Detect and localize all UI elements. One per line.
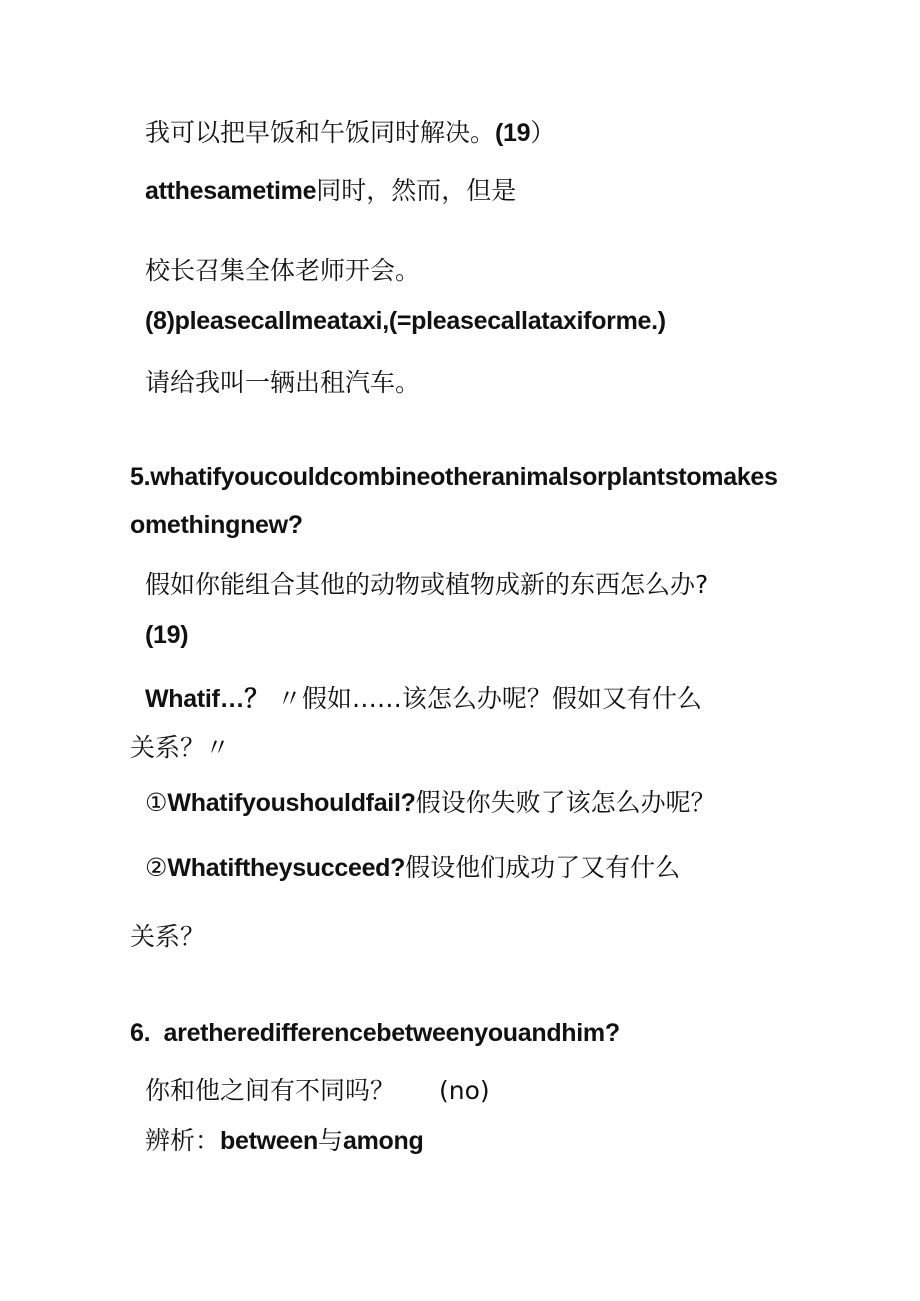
chinese-meaning: 假设你失败了该怎么办呢？ xyxy=(415,788,716,817)
what-if-explanation-cont: 关系？〃 xyxy=(130,733,231,762)
circled-number: ① xyxy=(145,788,168,817)
example-1 xyxy=(145,786,716,820)
item-6-heading: 6. aretheredifferencebetweenyouandhim? xyxy=(130,1019,620,1047)
english-sentence: Whatiftheysucceed? xyxy=(167,854,406,882)
page-ref: (19 xyxy=(495,119,531,147)
example-2 xyxy=(145,851,680,885)
word-among: among xyxy=(342,1127,424,1155)
page-ref-19: (19) xyxy=(145,621,189,649)
item-5-translation: 假如你能组合其他的动物或植物成新的东西怎么办? xyxy=(145,570,709,599)
chinese-meaning: 〃假如……该怎么办呢？假如又有什么 xyxy=(268,684,702,713)
english-phrase: Whatif…？ xyxy=(145,685,269,713)
item-5-heading-cont: omethingnew? xyxy=(130,511,303,539)
example-2-cont: 关系？ xyxy=(130,922,206,951)
chinese-text: 我可以把早饭和午饭同时解决。 xyxy=(145,118,496,147)
english-sentence: Whatifyoushouldfail? xyxy=(167,789,416,817)
sentence-principal: 校长召集全体老师开会。 xyxy=(145,256,421,285)
analysis-between-among xyxy=(145,1124,423,1158)
english-phrase: atthesametime xyxy=(145,177,317,205)
word-between: between xyxy=(220,1127,318,1155)
what-if-explanation xyxy=(145,682,702,716)
phrase-at-the-same-time xyxy=(145,174,516,208)
chinese-meaning: 假设他们成功了又有什么 xyxy=(405,853,681,882)
paren: ） xyxy=(530,118,556,147)
example-call-taxi: (8)pleasecallmeataxi,(=pleasecallataxiforme.) xyxy=(145,307,666,335)
answer: (no) xyxy=(439,1076,490,1105)
chinese-meaning: 同时，然而，但是 xyxy=(316,176,517,205)
sentence-breakfast-lunch xyxy=(145,116,555,150)
translation-taxi: 请给我叫一辆出租汽车。 xyxy=(145,368,421,397)
connector: 与 xyxy=(317,1126,343,1155)
analysis-label: 辨析： xyxy=(145,1126,221,1155)
chinese-text: 你和他之间有不同吗？ xyxy=(145,1076,396,1105)
item-5-heading: 5.whatifyoucouldcombineotheranimalsorplantstomakes xyxy=(130,463,778,491)
circled-number: ② xyxy=(145,853,168,882)
item-6-translation xyxy=(145,1074,490,1108)
